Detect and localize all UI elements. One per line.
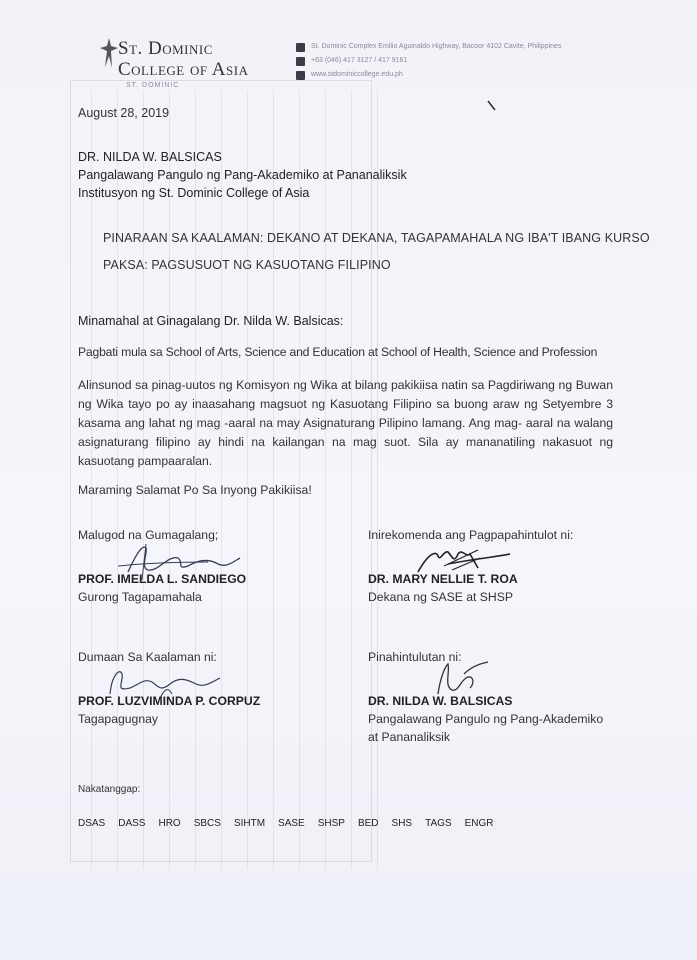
approver-title-line1: Pangalawang Pangulo ng Pang-Akademiko [368, 712, 604, 726]
noted-title: Tagapagugnay [78, 712, 158, 726]
dept-sihtm: SIHTM [233, 818, 266, 829]
school-sub-label: ST. DOMINIC [126, 82, 180, 89]
dept-sbcs: SBCS [193, 818, 221, 829]
recipient-position: Pangalawang Pangulo ng Pang-Akademiko at Pananaliksik [78, 168, 407, 182]
approver-title-line2: at Pananaliksik [368, 730, 450, 744]
stray-pen-mark-icon [487, 100, 497, 112]
recommender-name: DR. MARY NELLIE T. ROA [368, 572, 518, 586]
phone-text: +63 (046) 417 3127 / 417 9161 [311, 57, 408, 64]
recommend-label: Inirekomenda ang Pagpapahintulot ni: [368, 528, 574, 542]
recommender-title: Dekana ng SASE at SHSP [368, 590, 513, 604]
school-name-line1: St. Dominic [118, 38, 213, 59]
body-line-2: ng Wika tayo po ay inaasahang magsuot ng Kasuotang Filipino sa buong araw ng Setyembre 3 [78, 397, 613, 411]
phone-icon [296, 57, 305, 66]
letter-date: August 28, 2019 [78, 106, 170, 120]
location-icon [296, 43, 305, 52]
received-label: Nakatanggap: [78, 784, 141, 795]
noted-name: PROF. LUZVIMINDA P. CORPUZ [78, 694, 261, 708]
web-icon [296, 71, 305, 80]
body-line-4: asignaturang filipino ay hindi na kailangan na mag suot. Sila ay mananatiling nakasuot ng [78, 435, 613, 449]
body-line-3: kasama ang lahat ng mag -aaral na may Asignaturang Pilipino lamang. Ang mag- aaral na walang [78, 416, 613, 430]
recipient-institution: Institusyon ng St. Dominic College of Asia [78, 186, 310, 200]
sender-name: PROF. IMELDA L. SANDIEGO [78, 572, 247, 586]
dept-bed: BED [357, 818, 379, 829]
department-list [78, 818, 506, 829]
greeting-paragraph: Pagbati mula sa School of Arts, Science and Education at School of Health, Science and Profession [78, 345, 598, 359]
thanks-line: Maraming Salamat Po Sa Inyong Pakikiisa! [78, 483, 312, 497]
dept-tags: TAGS [425, 818, 452, 829]
body-line-1: Alinsunod sa pinag-uutos ng Komisyon ng Wika at bilang pakikiisa natin sa Pagdiriwang ng Buwan [78, 378, 613, 392]
dept-dsas: DSAS [78, 818, 106, 829]
sender-title: Gurong Tagapamahala [78, 590, 202, 604]
noted-label: Dumaan Sa Kaalaman ni: [78, 650, 217, 664]
dept-shs: SHS [391, 818, 413, 829]
school-name [118, 38, 248, 80]
memo-subject: PAKSA: PAGSUSUOT NG KASUOTANG FILIPINO [103, 258, 391, 272]
body-paragraph [78, 376, 613, 471]
website-text: www.stdominiccollege.edu.ph [311, 71, 403, 78]
contact-block [296, 40, 561, 82]
dept-shsp: SHSP [317, 818, 345, 829]
approver-name: DR. NILDA W. BALSICAS [368, 694, 513, 708]
dept-dass: DASS [118, 818, 146, 829]
recipient-name: DR. NILDA W. BALSICAS [78, 150, 222, 164]
address-text: St. Dominic Complex Emilio Aguinaldo Highway, Bacoor 4102 Cavite, Philippines [311, 43, 562, 50]
memo-to: PINARAAN SA KAALAMAN: DEKANO AT DEKANA, TAGAPAMAHALA NG IBA'T IBANG KURSO [103, 231, 650, 245]
closing-label: Malugod na Gumagalang; [78, 528, 219, 542]
approved-label: Pinahintulutan ni: [368, 650, 462, 664]
school-name-line2: College of Asia [118, 59, 249, 80]
salutation: Minamahal at Ginagalang Dr. Nilda W. Balsicas: [78, 314, 344, 328]
dept-sase: SASE [278, 818, 305, 829]
dept-hro: HRO [158, 818, 181, 829]
body-line-5: kasuotang pampaaralan. [78, 454, 213, 468]
school-logo-icon [98, 36, 120, 70]
dept-engr: ENGR [464, 818, 494, 829]
